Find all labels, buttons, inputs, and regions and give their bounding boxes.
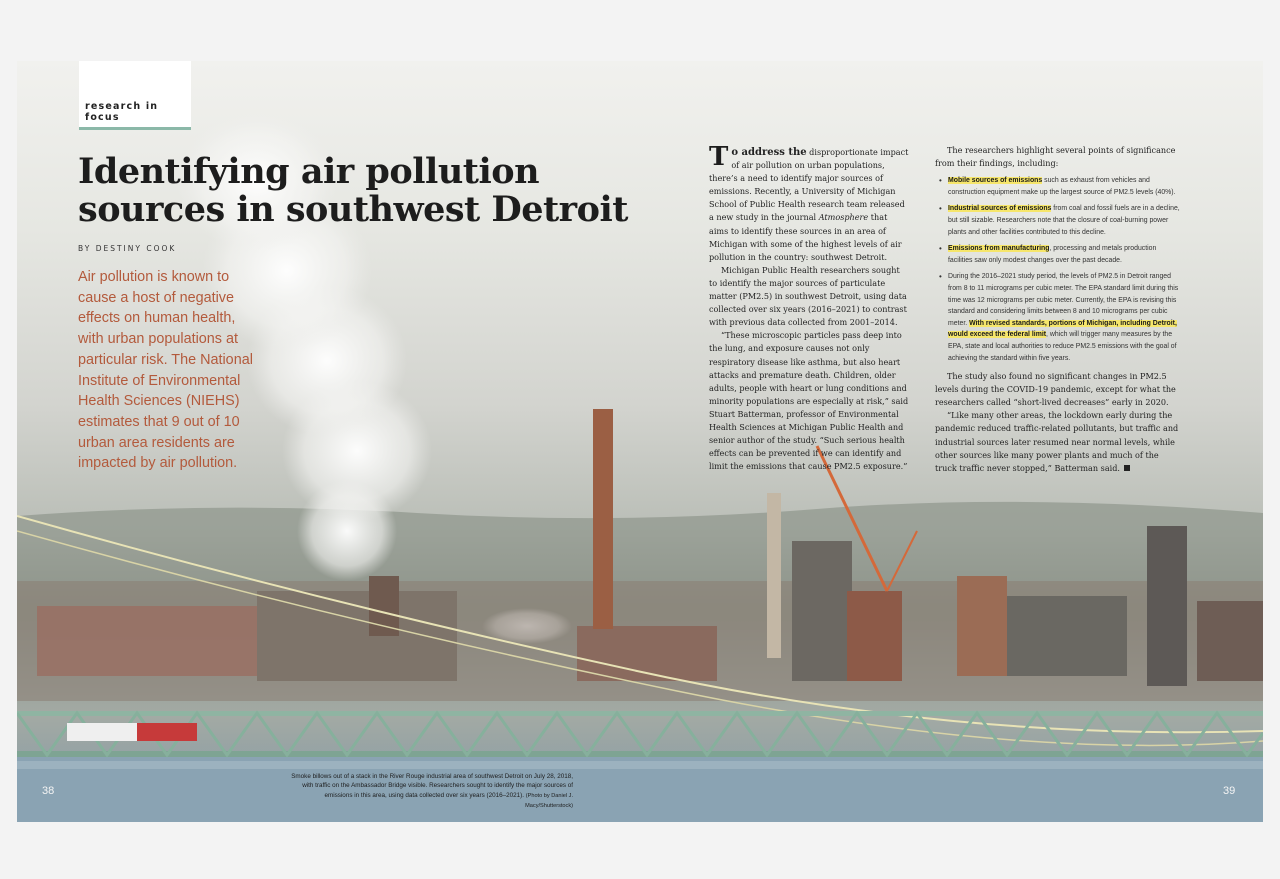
lead-in: o address the: [731, 147, 807, 158]
end-mark-icon: [1124, 465, 1130, 471]
paragraph: The study also found no significant changes in PM2.5 levels during the COVID-19 pandemic, except for what the researchers called “short-lived decreases” early in 2020.: [935, 371, 1176, 408]
paragraph: [709, 142, 909, 264]
paragraph: [935, 409, 1181, 474]
list-item-text: , processing and metals production facilities saw only modest changes over the past decade.: [948, 245, 1157, 264]
page-number-right: 39: [1223, 785, 1236, 797]
paragraph: The researchers highlight several points of significance from their findings, including:: [935, 145, 1176, 169]
article-deck: Air pollution is known to cause a host of negative effects on human health, with urban populations at particular risk. The National Institute of Environmental Health Sciences (NIEHS) estimates that 9 out of 10 urban area residents are impacted by air pollution.: [78, 269, 253, 472]
body-column-1: [709, 142, 909, 473]
photo-credit: (Photo by Daniel J. Macy/Shutterstock): [525, 792, 573, 809]
list-item-text: , which will trigger many measures by the EPA, state and local authorities to reduce PM2.5 emissions with the goal of achieving the standard within five years.: [948, 331, 1177, 362]
list-item: [935, 271, 1181, 364]
paragraph: “These microscopic particles pass deep into the lung, and exposure causes not only respiratory disease like asthma, but also heart attacks and premature death. Children, older adults, people with heart or lung conditions and minority populations are especially at risk,” said Stuart Batterman, professor of Environmental Health Sciences at Michigan Public Health and senior author of the study. “Such serious health effects can be prevented if we can identify and limit the emissions that cause PM2.5 exposure.”: [709, 330, 909, 472]
journal-name: Atmosphere: [818, 212, 869, 223]
caption-text: Smoke billows out of a stack in the River Rouge industrial area of southwest Detroit on July 28, 2018, with traffic on the Ambassador Bridge visible. Researchers sought to identify the major sources of emissions in this area, using data collected over six years (2016–2021).: [291, 773, 573, 799]
smokestack: [767, 493, 781, 658]
highlight: Mobile sources of emissions: [948, 177, 1043, 185]
photo-caption: [279, 772, 573, 811]
paragraph: Michigan Public Health researchers sought to identify the major sources of particulate matter (PM2.5) in southwest Detroit, using data collected over six years (2016–2021) to contrast with previous data collected from 2001–2014.: [709, 264, 907, 328]
page-number-left: 38: [42, 785, 55, 797]
section-tab-label: research in focus: [85, 101, 159, 123]
section-tab: [79, 61, 191, 130]
highlight: Industrial sources of emissions: [948, 205, 1052, 213]
paragraph-text: “Like many other areas, the lockdown early during the pandemic reduced traffic-related pollutants, but traffic and industrial sources later resumed near normal levels, while other sources like many power plants and much of the truck traffic never stopped,” Batterman said.: [935, 410, 1179, 473]
article-title: Identifying air pollution sources in southwest Detroit: [78, 151, 628, 230]
highlight: Emissions from manufacturing: [948, 245, 1050, 253]
ambassador-bridge: [17, 711, 1263, 757]
list-item-text: During the 2016–2021 study period, the levels of PM2.5 in Detroit ranged from 8 to 11 micrograms per cubic meter. The EPA standard limit during this time was 12 micrograms per cubic meter. Currently, the EPA is revising this standard and considering limits between 8 and 10 micrograms per cubic meter.: [948, 273, 1179, 327]
drop-cap: T: [709, 142, 729, 172]
magazine-spread: [17, 61, 1263, 822]
body-column-2: [935, 144, 1181, 475]
paragraph-text: that aims to identify these sources in an area of Michigan with some of the highest levels of air pollution in the country: southwest Detroit.: [709, 212, 902, 262]
smokestack: [593, 409, 613, 629]
findings-list: [935, 175, 1181, 364]
list-item: [935, 203, 1181, 238]
list-item-text: from coal and fossil fuels are in a decline, but still sizable. Researchers note that the closure of coal-burning power plants and other facilities contributed to this decline.: [948, 205, 1180, 236]
list-item: [935, 175, 1181, 198]
highlight: With revised standards, portions of Michigan, including Detroit, would exceed the federal limit: [948, 319, 1177, 339]
paragraph-text: disproportionate impact of air pollution on urban populations, there’s a need to identify major sources of emissions. Recently, a University of Michigan School of Public Health research team released a new study in the journal: [709, 147, 909, 223]
list-item-text: such as exhaust from vehicles and construction equipment make up the largest source of PM2.5 levels (40%).: [948, 177, 1176, 196]
list-item: [935, 243, 1181, 266]
byline: BY DESTINY COOK: [78, 244, 177, 253]
